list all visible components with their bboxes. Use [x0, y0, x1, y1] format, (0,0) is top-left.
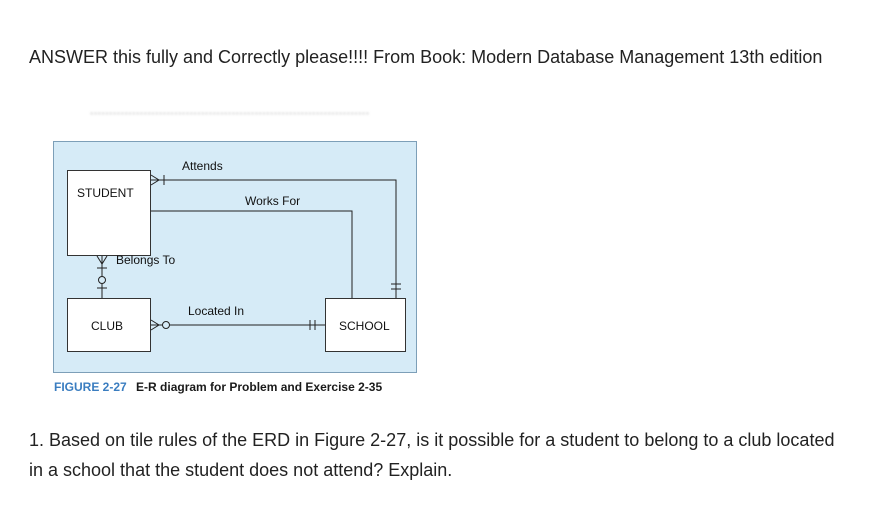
entity-club-label: CLUB: [91, 319, 124, 333]
entity-student: [67, 170, 151, 256]
relationship-located-in-label: Located In: [188, 304, 245, 318]
entity-school: [325, 298, 406, 352]
relationship-works-for-label: Works For: [245, 194, 301, 208]
question-body: 1. Based on tile rules of the ERD in Figure 2-27, is it possible for a student to belong to a club located in a school that the student does not attend? Explain.: [29, 430, 835, 480]
entity-student-label: STUDENT: [77, 186, 134, 200]
relationship-attends-label: Attends: [182, 159, 223, 173]
works-for-line: [151, 211, 352, 298]
er-diagram-figure: [53, 141, 417, 373]
relationship-belongs-to-label: Belongs To: [116, 253, 176, 267]
question-intro: ANSWER this fully and Correctly please!!!! From Book: Modern Database Management 13th edition: [29, 47, 823, 67]
figure-caption: [54, 380, 382, 394]
figure-number: FIGURE 2-27: [54, 380, 127, 394]
blurred-cropped-text: ·········································································: [90, 108, 370, 119]
figure-title: E-R diagram for Problem and Exercise 2-35: [136, 380, 383, 394]
entity-school-label: SCHOOL: [339, 319, 390, 333]
entity-club: [67, 298, 151, 352]
